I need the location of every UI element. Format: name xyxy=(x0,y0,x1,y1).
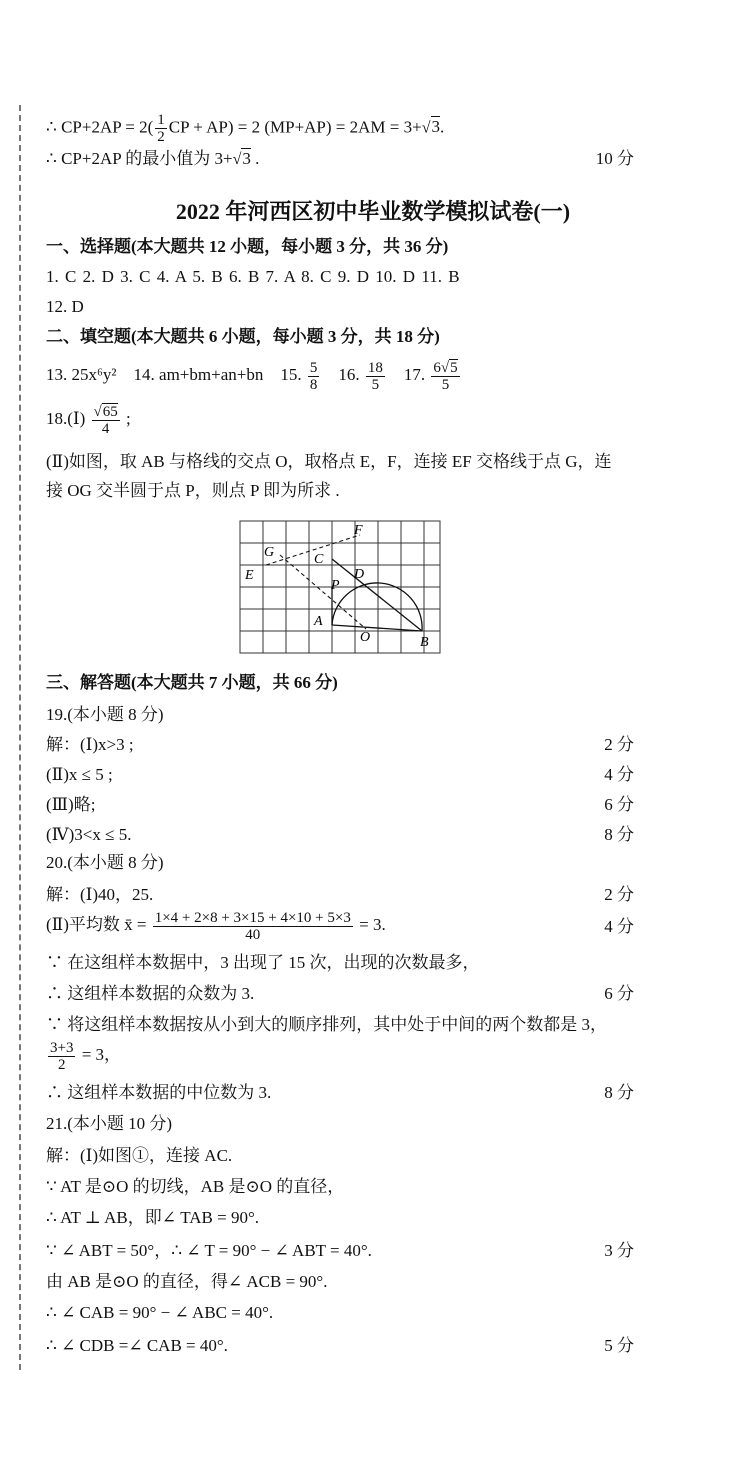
dashed-EF xyxy=(266,535,360,565)
q20-title: 20.(本小题 8 分) xyxy=(46,853,164,872)
q18-part1: 18.(Ⅰ) $\frac{√65}{4}$ ; xyxy=(46,403,131,437)
section1-heading: 一、选择题(本大题共 12 小题，每小题 3 分，共 36 分) xyxy=(46,237,449,256)
label-G: G xyxy=(264,545,275,560)
section2-answers: 13. 25x⁶y² 14. am+bm+an+bn 15. $\frac{5}{8}$ 16. $\frac{18}{5}$ 17. $\frac{6√5}{5}$ xyxy=(46,359,458,393)
score: 8 分 xyxy=(604,825,634,844)
label-B: B xyxy=(420,635,429,650)
label-P: P xyxy=(331,578,340,593)
score: 8 分 xyxy=(604,1083,634,1102)
score: 4 分 xyxy=(604,917,634,936)
label-A: A xyxy=(314,614,323,629)
score: 6 分 xyxy=(604,984,634,1003)
top-line-2: ∴ CP+2AP 的最小值为 3+√3 . xyxy=(46,149,260,168)
score: 4 分 xyxy=(604,765,634,784)
label-C: C xyxy=(314,552,324,567)
fraction-half: $\frac{1}{2}$ xyxy=(157,112,165,145)
page-title: 2022 年河西区初中毕业数学模拟试卷(一) xyxy=(175,199,571,224)
score: 3 分 xyxy=(604,1241,634,1260)
semicircle xyxy=(332,583,422,631)
answer-page: ∴ CP+2AP = 2( $\frac{1}{2}$ CP + AP) = 2 (MP+AP) = 2AM = 3+√3. ∴ CP+2AP 的最小值为 3+√3 . 10 分 2022 年河西区初中毕业数学模拟试卷(一) 一、选择题(本大题共 12 小题，每小题 3 分，共 36 分) 1. C 2. D 3. C 4. A 5. B 6. B 7. A 8. C 9. D 10. D 11. B 12. D 二、填空题(本大题共 6 小题，每小题 3 分，共 18 分) 13. 25x⁶y² 14. am+bm+an+bn 15. $\frac{5}{8}$ 16. $\frac{18}{5}$ 17. $\frac{6√5}{5}$ 18.(Ⅰ) $\frac{√65}{4}$ ; (Ⅱ)如图，取 AB 与格线的交点 O，取格点 E，F，连接 EF 交格线于点 G，连 接 OG 交半圆于点 P，则点 P 即为所求 . F G C E D P A O B 三、解答题(本大题共 7 小题，共 66 分) 19.(本小题 8 分) 解：(Ⅰ)x>3 ; 2 分 (Ⅱ)x ≤ 5 ; 4 分 (Ⅲ)略; 6 分 (Ⅳ)3<x ≤ 5. 8 分 20.(本小题 8 分) 解：(Ⅰ)40，25. 2 分 (Ⅱ)平均数 x̄ = $\frac{1\times 4 + 2\times 8 + 3\times 15 + 4\times 10 + 5\times 3}{40}$ = 3. 4 分 ∵ 在这组样本数据中，3 出现了 15 次，出现的次数最多， ∴ 这组样本数据的众数为 3. 6 分 ∵ 将这组样本数据按从小到大的顺序排列，其中处于中间的两个数都是 3， $\frac{3+3}{2}$ = 3， ∴ 这组样本数据的中位数为 3. 8 分 21.(本小题 10 分) 解：(Ⅰ)如图①，连接 AC. ∵ AT 是⊙O 的切线，AB 是⊙O 的直径， ∴ AT ⊥ AB，即∠ TAB = 90°. ∵ ∠ ABT = 50°，∴ ∠ T = 90° − ∠ ABT = 40°. 3 分 由 AB 是⊙O 的直径，得∠ ACB = 90°. ∴ ∠ CAB = 90° − ∠ ABC = 40°. ∴ ∠ CDB =∠ CAB = 40°. 5 分 xyxy=(0,0,746,1468)
top-line-1: ∴ CP+2AP = 2( $\frac{1}{2}$ CP + AP) = 2 (MP+AP) = 2AM = 3+√3. xyxy=(46,112,445,145)
score: 10 分 xyxy=(595,149,634,168)
score: 6 分 xyxy=(604,795,634,814)
section2-heading: 二、填空题(本大题共 6 小题，每小题 3 分，共 18 分) xyxy=(46,327,440,346)
section3-heading: 三、解答题(本大题共 7 小题，共 66 分) xyxy=(46,673,338,692)
grid-lines xyxy=(240,521,440,653)
label-O: O xyxy=(360,630,371,645)
score: 2 分 xyxy=(604,735,634,754)
label-F: F xyxy=(354,523,363,538)
q19-title: 19.(本小题 8 分) xyxy=(46,705,164,724)
q21-title: 21.(本小题 10 分) xyxy=(46,1114,173,1133)
section1-answers-1: 1. C 2. D 3. C 4. A 5. B 6. B 7. A 8. C 9. D 10. D 11. B xyxy=(46,267,460,286)
score: 2 分 xyxy=(604,885,634,904)
section1-answers-2: 12. D xyxy=(46,297,84,316)
label-E: E xyxy=(245,568,254,583)
binding-dashed-line xyxy=(19,105,21,1370)
q20-mean: (Ⅱ)平均数 x̄ = $\frac{1\times 4 + 2\times 8 + 3\times 15 + 4\times 10 + 5\times 3}{40}$ = 3. xyxy=(46,909,386,943)
grid-figure xyxy=(236,517,446,659)
q20-median-calc: $\frac{3+3}{2}$ = 3， xyxy=(50,1039,122,1073)
score: 5 分 xyxy=(604,1336,634,1355)
segment-AB xyxy=(332,625,422,631)
label-D: D xyxy=(354,567,365,582)
q18-part2-line1: (Ⅱ)如图，取 AB 与格线的交点 O，取格点 E，F，连接 EF 交格线于点 G，连 xyxy=(46,452,612,471)
q18-part2-line2: 接 OG 交半圆于点 P，则点 P 即为所求 . xyxy=(46,481,340,500)
